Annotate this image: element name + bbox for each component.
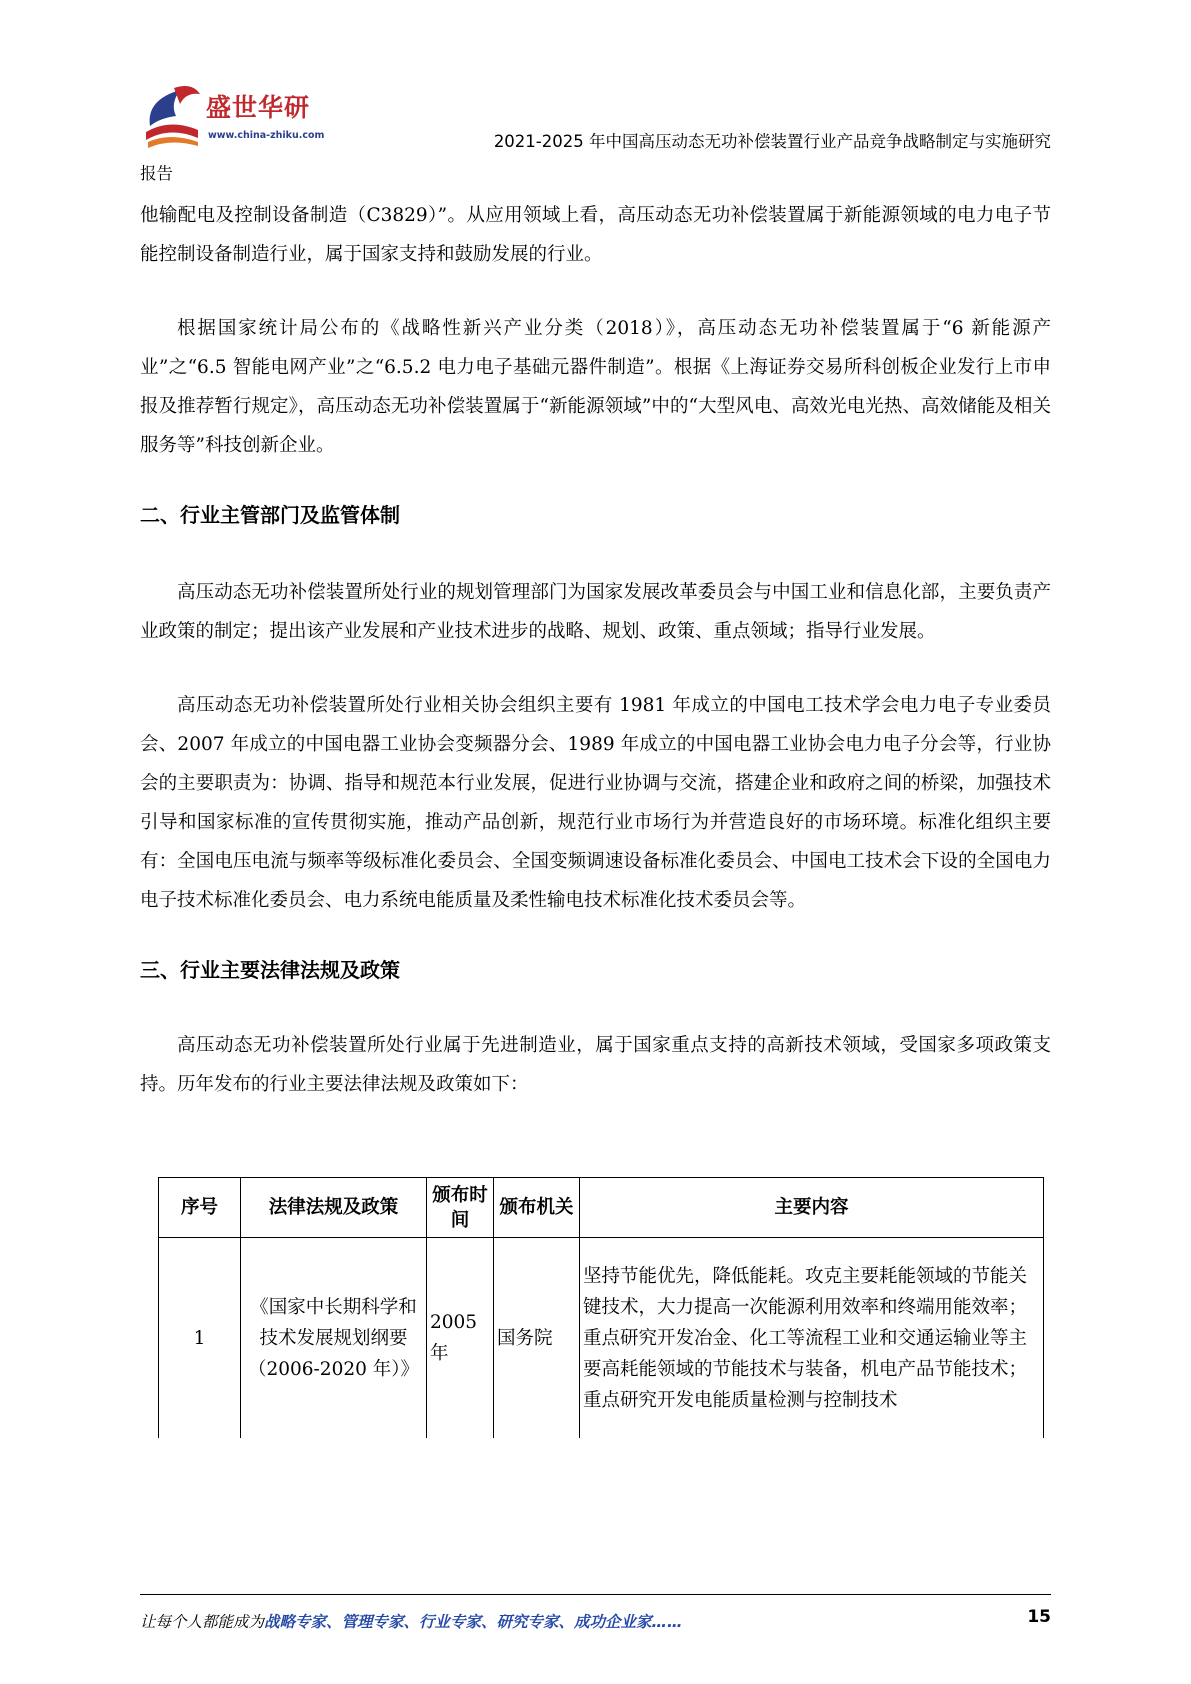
logo-url: www.china-zhiku.com — [208, 130, 325, 141]
header-org: 颁布机关 — [494, 1178, 580, 1238]
table-header-row — [159, 1178, 1044, 1238]
cell-law: 《国家中长期科学和技术发展规划纲要（2006-2020 年）》 — [241, 1238, 427, 1439]
footer-prefix: 让每个人都能成为 — [140, 1613, 265, 1631]
section-heading-3: 三、行业主要法律法规及政策 — [140, 958, 400, 982]
paragraph-4: 高压动态无功补偿装置所处行业相关协会组织主要有 1981 年成立的中国电工技术学会电力电子专业委员会、2007 年成立的中国电器工业协会变频器分会、1989 年成立的中国电器工业协会电力电子分会等，行业协会的主要职责为：协调、指导和规范本行业发展，促进行业协调与交流，搭建企业和政府之间的桥梁，加强技术引导和国家标准的宣传贯彻实施，推动产品创新，规范行业市场行为并营造良好的市场环境。标准化组织主要有：全国电压电流与频率等级标准化委员会、全国变频调速设备标准化委员会、中国电工技术会下设的全国电力电子技术标准化委员会、电力系统电能质量及柔性输电技术标准化技术委员会等。 — [140, 695, 1051, 911]
report-title-continuation: 报告 — [140, 164, 173, 183]
footer-slogan — [140, 1610, 1051, 1632]
cell-num: 1 — [159, 1238, 241, 1439]
footer-highlight: 战略专家、管理专家、行业专家、研究专家、成功企业家…… — [264, 1613, 683, 1631]
report-title: 2021-2025 年中国高压动态无功补偿装置行业产品竞争战略制定与实施研究 — [493, 132, 1051, 151]
logo-text: 盛世华研 — [206, 93, 311, 122]
main-content — [140, 196, 1051, 1104]
header-law: 法律法规及政策 — [241, 1178, 427, 1238]
footer-divider — [140, 1594, 1051, 1595]
paragraph-2: 根据国家统计局公布的《战略性新兴产业分类（2018）》，高压动态无功补偿装置属于“6 新能源产业”之“6.5 智能电网产业”之“6.5.2 电力电子基础元器件制造”。根据《上海证券交易所科创板企业发行上市申报及推荐暂行规定》，高压动态无功补偿装置属于“新能源领域”中的“大型风电、高效光电光热、高效储能及相关服务等”科技创新企业。 — [140, 318, 1051, 456]
page-number: 15 — [1027, 1607, 1051, 1627]
section-heading-2: 二、行业主管部门及监管体制 — [140, 503, 400, 527]
cell-year: 2005年 — [427, 1238, 494, 1439]
cell-content: 坚持节能优先，降低能耗。攻克主要耗能领域的节能关键技术，大力提高一次能源利用效率和终端用能效率；重点研究开发冶金、化工等流程工业和交通运输业等主要高耗能领域的节能技术与装备，机电产品节能技术；重点研究开发电能质量检测与控制技术 — [580, 1238, 1044, 1439]
paragraph-5: 高压动态无功补偿装置所处行业属于先进制造业，属于国家重点支持的高新技术领域，受国家多项政策支持。历年发布的行业主要法律法规及政策如下： — [140, 1035, 1051, 1095]
law-policy-table — [158, 1177, 1044, 1438]
paragraph-1: 他输配电及控制设备制造（C3829）”。从应用领域上看，高压动态无功补偿装置属于新能源领域的电力电子节能控制设备制造行业，属于国家支持和鼓励发展的行业。 — [140, 205, 1051, 265]
header-year: 颁布时间 — [427, 1178, 494, 1238]
cell-org: 国务院 — [494, 1238, 580, 1439]
header-num: 序号 — [159, 1178, 241, 1238]
paragraph-3: 高压动态无功补偿装置所处行业的规划管理部门为国家发展改革委员会与中国工业和信息化部，主要负责产业政策的制定；提出该产业发展和产业技术进步的战略、规划、政策、重点领域；指导行业发展。 — [140, 582, 1051, 642]
header-content: 主要内容 — [580, 1178, 1044, 1238]
table-row — [159, 1238, 1044, 1439]
